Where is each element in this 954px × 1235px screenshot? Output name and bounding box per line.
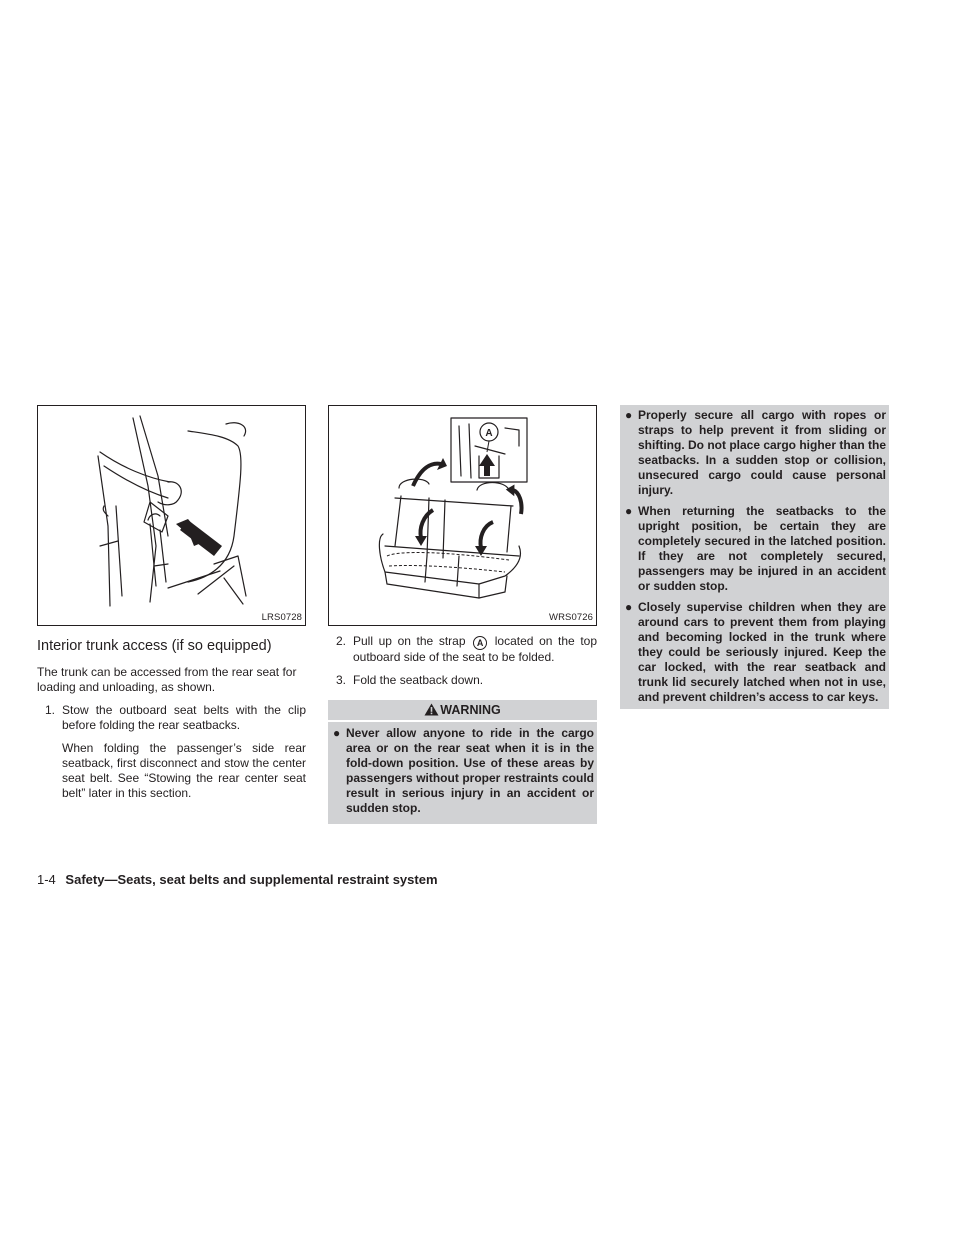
figure-code: LRS0728: [261, 612, 302, 623]
warning-bullet: [328, 726, 594, 816]
step-text: located on the top outboard side of the seat to be folded.: [353, 634, 598, 664]
middle-column: [328, 405, 597, 824]
intro-paragraph: The trunk can be accessed from the rear seat for loading and unloading, as shown.: [37, 665, 297, 694]
warning-header: [328, 700, 597, 722]
bullet-dot: ●: [625, 504, 633, 518]
fold-seat-figure: [328, 405, 597, 626]
warning-box: [328, 700, 597, 824]
warning-bullet: [620, 408, 886, 498]
bullet-text: Closely supervise children when they are around cars to prevent them from playing and becoming locked in the trunk where they could be seriously injured. Keep the car locked, with the rear seatback and trunk lid securely latched when not in use, and prevent children’s access to car keys.: [638, 600, 886, 704]
bullet-text: Never allow anyone to ride in the cargo area or on the rear seat when it is in the fold-down position. Use of these areas by passengers without proper restraints could result in serious injury in an accident or sudden stop.: [346, 726, 594, 815]
bullet-dot: ●: [333, 726, 341, 740]
step-2: [328, 634, 597, 665]
step-1-note: When folding the passenger’s side rear seatback, first disconnect and stow the center seat belt. See “Stowing the rear center seat belt” later in this section.: [62, 741, 306, 800]
warning-triangle-icon: [424, 702, 439, 722]
footer-title: Safety—Seats, seat belts and supplemental restraint system: [65, 872, 438, 887]
trunk-access-figure: [37, 405, 306, 626]
page-footer: [37, 872, 438, 888]
figure-code: WRS0726: [549, 612, 593, 623]
callout-letter: A: [485, 428, 493, 439]
page-number: 1-4: [37, 872, 56, 887]
warning-bullet: [620, 504, 886, 594]
warning-title: WARNING: [440, 703, 501, 717]
seatbelt-clip-illustration: [38, 406, 305, 625]
left-column: [37, 405, 306, 809]
callout-badge: A: [473, 636, 487, 650]
right-column: [620, 405, 889, 709]
bullet-dot: ●: [625, 408, 633, 422]
step-text: Fold the seatback down.: [353, 673, 484, 687]
bullet-dot: ●: [625, 600, 633, 614]
bullet-text: Properly secure all cargo with ropes or straps to help prevent it from sliding or shifting. Do not place cargo higher than the seatbacks. In a sudden stop or collision, unsecured cargo could cause personal injury.: [638, 408, 887, 497]
warning-continued-box: [620, 405, 889, 709]
step-1: [37, 703, 306, 733]
step-number: 3.: [336, 673, 347, 687]
step-number: 2.: [336, 634, 347, 648]
step-text: Pull up on the strap: [353, 634, 466, 648]
bullet-text: When returning the seatbacks to the upright position, be certain they are completely secured in the latched position. If they are not completely secured, passengers may be injured in an accident or sudden stop.: [638, 504, 886, 593]
warning-body: [328, 722, 597, 824]
warning-bullet: [620, 600, 886, 705]
step-3: [328, 673, 597, 688]
step-text: Stow the outboard seat belts with the clip before folding the rear seatbacks.: [62, 703, 306, 732]
steps-list: [328, 634, 597, 688]
rear-seat-illustration: [329, 406, 596, 625]
step-number: 1.: [45, 703, 56, 717]
section-heading: Interior trunk access (if so equipped): [37, 638, 272, 654]
